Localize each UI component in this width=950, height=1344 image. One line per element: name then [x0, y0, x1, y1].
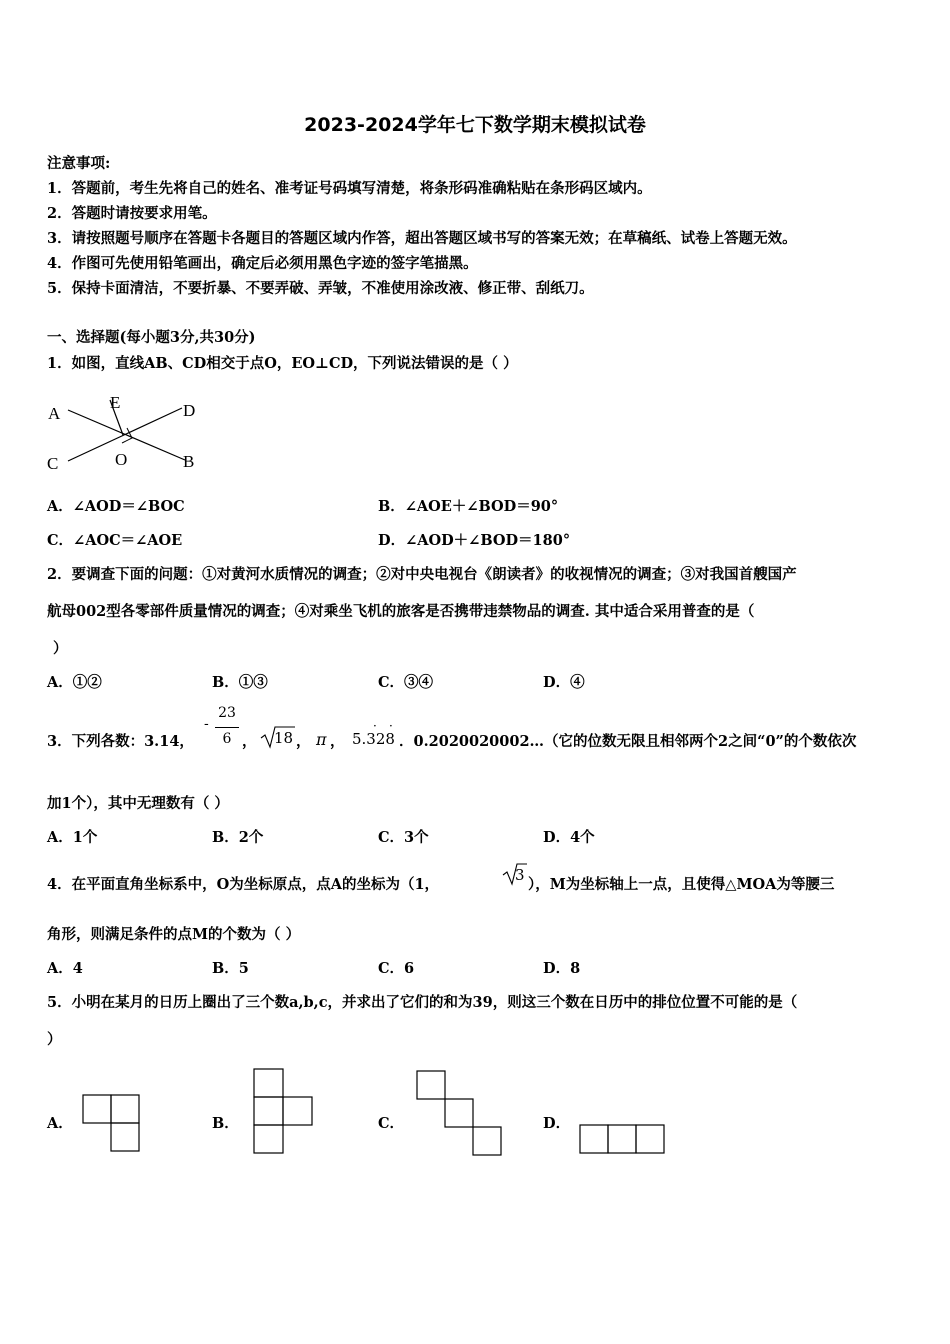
label-a: A	[48, 404, 61, 423]
notice-item: 2．答题时请按要求用笔。	[47, 205, 217, 222]
q5-figure-d	[579, 1124, 667, 1156]
notice-item: 4．作图可先使用铅笔画出，确定后必须用黑色字迹的签字笔描黑。	[47, 255, 478, 272]
q3-negative-sign: -	[204, 716, 209, 732]
notice-heading: 注意事项:	[47, 155, 111, 172]
q5-option-b: B．	[212, 1115, 239, 1132]
question-4-line2: 角形，则满足条件的点M的个数为（ ）	[47, 926, 301, 943]
question-3-line2: 加1个），其中无理数有（ ）	[47, 795, 229, 812]
q1-figure	[40, 388, 210, 478]
question-1-stem: 1．如图，直线AB、CD相交于点O，EO⊥CD，下列说法错误的是（ ）	[47, 355, 518, 372]
q5-figure-a	[82, 1094, 142, 1154]
q1-option-c: C．∠AOC＝∠AOE	[47, 532, 183, 549]
label-b: B	[183, 452, 195, 471]
q3-sqrt-radicand: 18	[274, 729, 294, 747]
label-c: C	[47, 454, 59, 473]
question-2-line3: ）	[53, 640, 68, 657]
q3-fraction-numerator: 23	[218, 705, 236, 721]
q3-option-d: D．4个	[543, 829, 595, 846]
question-3-prefix: 3．下列各数：3.14，	[47, 733, 194, 750]
label-e: E	[110, 393, 121, 412]
q3-repeat-dot: ·	[389, 719, 393, 733]
q4-option-b: B．5	[212, 960, 249, 977]
question-4-prefix: 4．在平面直角坐标系中，O为坐标原点，点A的坐标为（1，	[47, 876, 440, 893]
q5-option-c: C．	[378, 1115, 405, 1132]
question-5-line1: 5．小明在某月的日历上圈出了三个数a,b,c，并求出了它们的和为39，则这三个数在日历中的排位位置不可能的是（	[47, 994, 798, 1011]
label-o: O	[115, 450, 128, 469]
q3-pi: π	[316, 730, 327, 749]
notice-item: 3．请按照题号顺序在答题卡各题目的答题区域内作答，超出答题区域书写的答案无效；在草稿纸、试卷上答题无效。	[47, 230, 797, 247]
q3-option-c: C．3个	[378, 829, 429, 846]
q1-option-a: A．∠AOD＝∠BOC	[47, 498, 185, 515]
q2-option-c: C．③④	[378, 674, 434, 691]
question-3-suffix: ．0.2020020002…（它的位数无限且相邻两个2之间“0”的个数依次	[399, 733, 857, 750]
q5-figure-b	[253, 1068, 315, 1156]
q2-option-a: A．①②	[47, 674, 102, 691]
q1-option-b: B．∠AOE＋∠BOD＝90°	[378, 498, 559, 515]
notice-item: 1．答题前，考生先将自己的姓名、准考证号码填写清楚，将条形码准确粘贴在条形码区域内。	[47, 180, 652, 197]
q3-repeat-dot: ·	[373, 719, 377, 733]
q5-figure-c	[416, 1070, 504, 1158]
q3-option-a: A．1个	[47, 829, 98, 846]
page-title: 2023-2024学年七下数学期末模拟试卷	[304, 114, 646, 136]
section-heading: 一、选择题(每小题3分,共30分)	[47, 329, 256, 346]
q2-option-b: B．①③	[212, 674, 268, 691]
q5-option-d: D．	[543, 1115, 571, 1132]
question-4-suffix: ），M为坐标轴上一点，且使得△MOA为等腰三	[528, 876, 835, 893]
label-d: D	[183, 401, 196, 420]
q3-comma: ，	[242, 733, 257, 750]
q3-comma: ，	[330, 733, 345, 750]
q4-option-d: D．8	[543, 960, 581, 977]
q4-sqrt-radicand: 3	[515, 866, 525, 884]
q2-option-d: D．④	[543, 674, 585, 691]
q3-fraction-denominator: 6	[222, 731, 232, 747]
q3-comma: ，	[296, 733, 311, 750]
q4-option-c: C．6	[378, 960, 415, 977]
q1-option-d: D．∠AOD＋∠BOD＝180°	[378, 532, 571, 549]
notice-item: 5．保持卡面清洁，不要折暴、不要弄破、弄皱，不准使用涂改液、修正带、刮纸刀。	[47, 280, 594, 297]
q3-option-b: B．2个	[212, 829, 264, 846]
q3-decimal: 5.328	[352, 730, 395, 748]
question-5-line2: ）	[47, 1031, 62, 1048]
q4-option-a: A．4	[47, 960, 83, 977]
question-2-line1: 2．要调查下面的问题：①对黄河水质情况的调查；②对中央电视台《朗读者》的收视情况的调查；③对我国首艘国产	[47, 566, 797, 583]
question-2-line2: 航母002型各零部件质量情况的调查；④对乘坐飞机的旅客是否携带违禁物品的调查. 其中适合采用普查的是（	[47, 603, 755, 620]
q3-fraction-bar	[215, 727, 239, 728]
q5-option-a: A．	[47, 1115, 73, 1132]
